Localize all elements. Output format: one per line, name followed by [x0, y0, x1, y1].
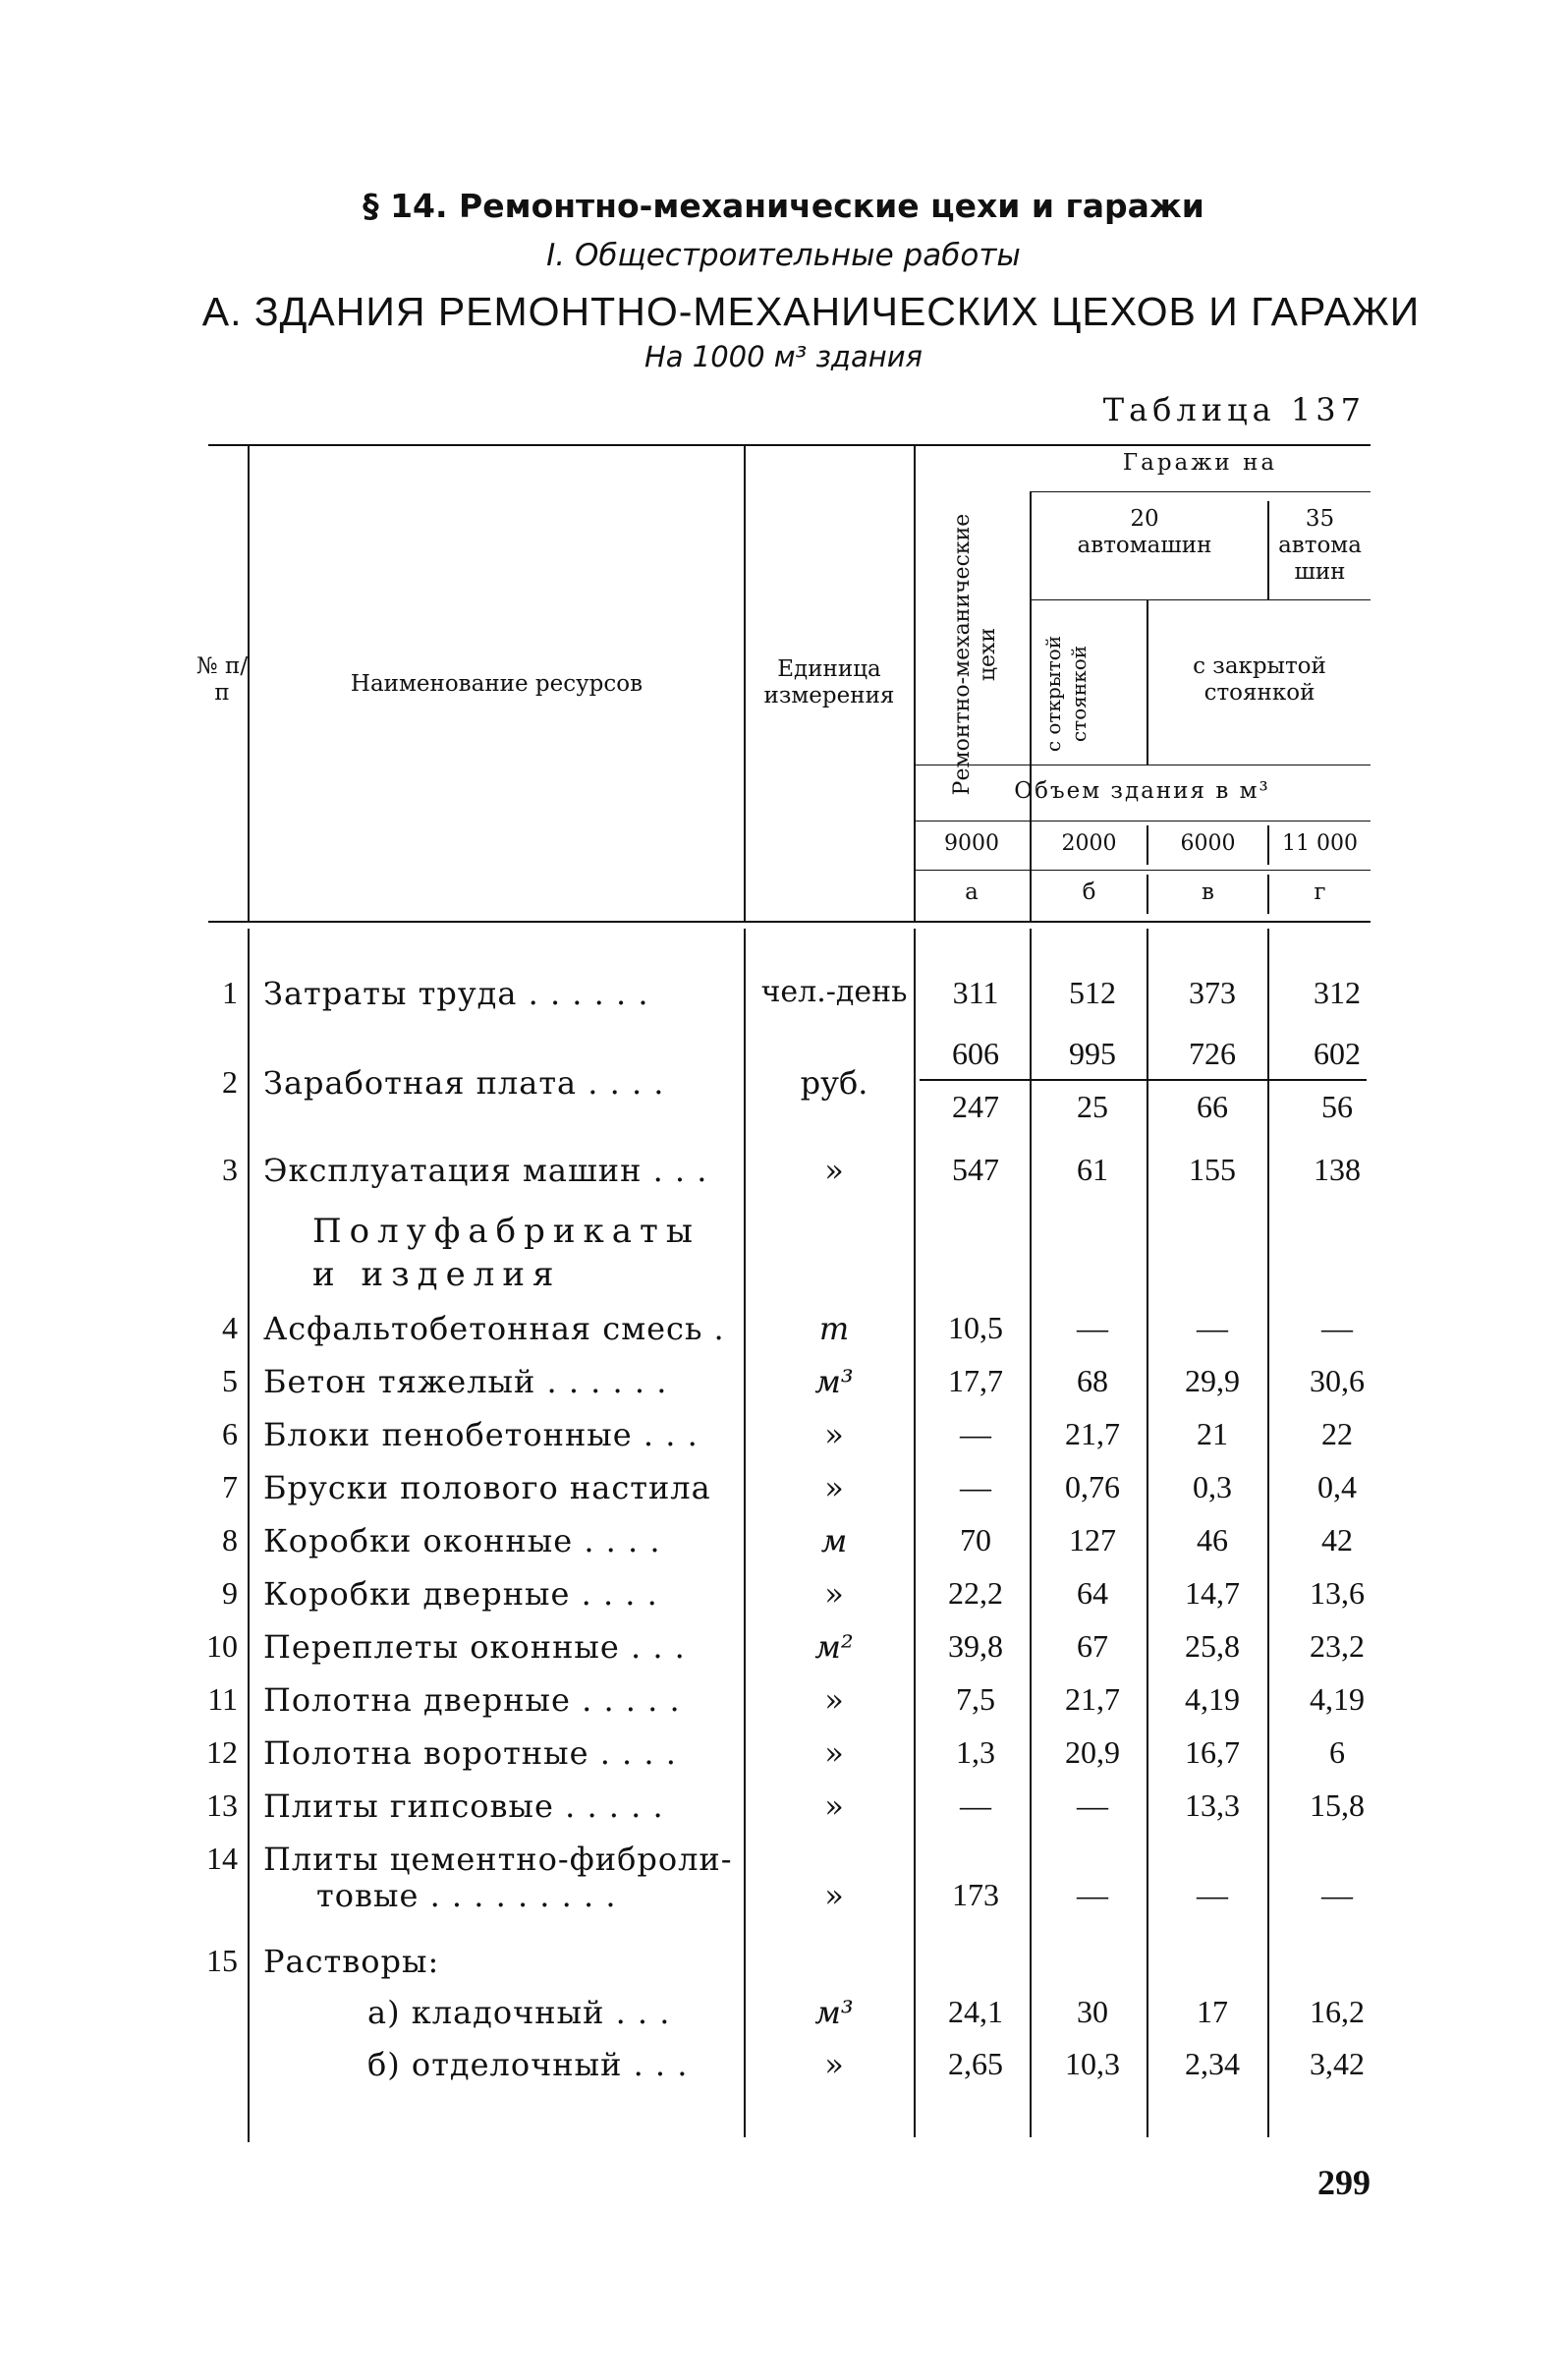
- header-divider: [744, 446, 746, 922]
- value-b: 67: [1077, 1628, 1108, 1664]
- resource-unit: »: [824, 1877, 844, 1914]
- resource-name-line1: Плиты цементно-фиброли-: [263, 1841, 733, 1878]
- value-a: 24,1: [948, 1994, 1003, 2029]
- value-a: —: [960, 1787, 991, 1823]
- resource-unit: м: [820, 1522, 848, 1559]
- value-g: 13,6: [1310, 1575, 1365, 1611]
- row-number: 10: [206, 1628, 238, 1664]
- resource-name: Бруски полового настила: [263, 1469, 711, 1506]
- row-number: 9: [222, 1575, 238, 1611]
- part-title: А. ЗДАНИЯ РЕМОНТНО-МЕХАНИЧЕСКИХ ЦЕХОВ И ГАРАЖИ: [201, 289, 1421, 334]
- resource-name: Асфальтобетонная смесь .: [263, 1310, 725, 1347]
- letter-a: а: [965, 879, 979, 905]
- resource-unit: »: [824, 1416, 844, 1453]
- header-subrule: [1030, 491, 1371, 492]
- value-g: 15,8: [1310, 1787, 1365, 1823]
- value-a: 173: [952, 1877, 999, 1912]
- value-a: 17,7: [948, 1363, 1003, 1398]
- row-number: 7: [222, 1469, 238, 1504]
- header-35-cars: 35 автомашин: [1278, 506, 1362, 585]
- row-number: 11: [207, 1681, 238, 1717]
- volume-v: 6000: [1180, 831, 1236, 856]
- value-v: 2,34: [1185, 2046, 1240, 2081]
- value-a: —: [960, 1416, 991, 1451]
- value-b: 20,9: [1065, 1734, 1120, 1770]
- resource-name: Бетон тяжелый . . . . . .: [263, 1363, 668, 1400]
- header-unit: Единица измерения: [763, 656, 895, 708]
- value-b: 10,3: [1065, 2046, 1120, 2081]
- value-b: 21,7: [1065, 1681, 1120, 1717]
- value-v: —: [1197, 1310, 1228, 1345]
- value-a: 22,2: [948, 1575, 1003, 1611]
- letter-g: г: [1314, 879, 1326, 905]
- resource-name: Переплеты оконные . . .: [263, 1628, 686, 1666]
- value-a: —: [960, 1469, 991, 1504]
- resource-unit: »: [824, 2046, 844, 2083]
- resource-unit: »: [824, 1681, 844, 1719]
- resource-name: Коробки дверные . . . .: [263, 1575, 658, 1613]
- section-label-line2: и изделия: [312, 1255, 562, 1294]
- row-number: 1: [222, 975, 238, 1010]
- volume-b: 2000: [1061, 831, 1117, 856]
- value-a: 247: [952, 1089, 999, 1124]
- table-top-rule: [208, 444, 1371, 446]
- volume-g: 11 000: [1282, 831, 1358, 856]
- resource-name: Эксплуатация машин . . .: [263, 1152, 708, 1189]
- value-v: 66: [1197, 1089, 1228, 1124]
- value-g: 3,42: [1310, 2046, 1365, 2081]
- resource-unit: м³: [814, 1363, 854, 1400]
- value-b: 21,7: [1065, 1416, 1120, 1451]
- resource-unit: »: [824, 1152, 844, 1189]
- table-label: Таблица 137: [1102, 391, 1366, 428]
- value-a: 7,5: [956, 1681, 995, 1717]
- header-num: № п/п: [196, 653, 249, 706]
- value-g: 312: [1314, 975, 1361, 1010]
- header-bottom-rule: [208, 921, 1371, 923]
- letter-b: б: [1082, 879, 1096, 905]
- header-name: Наименование ресурсов: [350, 671, 644, 697]
- value-a: 547: [952, 1152, 999, 1187]
- page-number: 299: [1317, 2163, 1371, 2202]
- value-g: 30,6: [1310, 1363, 1365, 1398]
- resource-name: Плиты гипсовые . . . . .: [263, 1787, 664, 1825]
- value-b: 995: [1069, 1036, 1116, 1071]
- row-number: 8: [222, 1522, 238, 1558]
- value-g: 138: [1314, 1152, 1361, 1187]
- value-a: 606: [952, 1036, 999, 1071]
- header-subrule: [914, 870, 1371, 871]
- resource-unit: »: [824, 1787, 844, 1825]
- row-number: 2: [222, 1064, 238, 1100]
- resource-unit: м³: [814, 1994, 854, 2031]
- section-title: § 14. Ремонтно-механические цехи и гаражи: [363, 187, 1204, 225]
- value-b: 64: [1077, 1575, 1108, 1611]
- letter-v: в: [1202, 879, 1214, 905]
- value-g: 42: [1321, 1522, 1353, 1558]
- resource-name: Полотна воротные . . . .: [263, 1734, 677, 1772]
- resource-name: Растворы:: [263, 1943, 440, 1980]
- value-v: 0,3: [1193, 1469, 1232, 1504]
- value-b: 0,76: [1065, 1469, 1120, 1504]
- row-number: 12: [206, 1734, 238, 1770]
- value-g: —: [1321, 1310, 1353, 1345]
- section-label-line1: Полуфабрикаты: [312, 1212, 700, 1251]
- value-v: 17: [1197, 1994, 1228, 2029]
- resource-name: Затраты труда . . . . . .: [263, 975, 649, 1012]
- row-number: 4: [222, 1310, 238, 1345]
- resource-unit: »: [824, 1575, 844, 1613]
- row-number: 15: [206, 1943, 238, 1978]
- resource-name: б) отделочный . . .: [367, 2046, 689, 2083]
- value-g: —: [1321, 1877, 1353, 1912]
- value-a: 39,8: [948, 1628, 1003, 1664]
- value-g: 6: [1329, 1734, 1345, 1770]
- resource-unit: чел.-день: [760, 975, 908, 1009]
- resource-unit: т: [818, 1310, 850, 1347]
- value-b: 30: [1077, 1994, 1108, 2029]
- header-volume: Объем здания в м³: [1014, 778, 1270, 804]
- header-subrule: [914, 821, 1371, 822]
- resource-name: Полотна дверные . . . . .: [263, 1681, 681, 1719]
- value-g: 0,4: [1317, 1469, 1357, 1504]
- body-divider: [248, 929, 250, 2142]
- value-v: 373: [1189, 975, 1236, 1010]
- resource-name: Блоки пенобетонные . . .: [263, 1416, 699, 1453]
- value-v: 155: [1189, 1152, 1236, 1187]
- row-number: 6: [222, 1416, 238, 1451]
- value-v: 29,9: [1185, 1363, 1240, 1398]
- value-b: —: [1077, 1787, 1108, 1823]
- resource-unit: руб.: [800, 1064, 868, 1102]
- row-number: 3: [222, 1152, 238, 1187]
- value-v: —: [1197, 1877, 1228, 1912]
- value-v: 726: [1189, 1036, 1236, 1071]
- header-open-parking: с открытой стоянкой: [1041, 635, 1091, 753]
- value-b: —: [1077, 1877, 1108, 1912]
- value-v: 4,19: [1185, 1681, 1240, 1717]
- value-b: 127: [1069, 1522, 1116, 1558]
- resource-unit: »: [824, 1734, 844, 1772]
- row-number: 5: [222, 1363, 238, 1398]
- value-a: 2,65: [948, 2046, 1003, 2081]
- value-g: 56: [1321, 1089, 1353, 1124]
- resource-name-line2: товые . . . . . . . . .: [316, 1877, 617, 1914]
- resource-unit: м²: [814, 1628, 854, 1666]
- volume-a: 9000: [944, 831, 999, 856]
- value-v: 16,7: [1185, 1734, 1240, 1770]
- resource-unit: »: [824, 1469, 844, 1506]
- row-number: 13: [206, 1787, 238, 1823]
- value-g: 23,2: [1310, 1628, 1365, 1664]
- per-unit-note: На 1000 м³ здания: [644, 340, 923, 373]
- fraction-rule: [920, 1079, 1367, 1081]
- value-g: 16,2: [1310, 1994, 1365, 2029]
- value-v: 21: [1197, 1416, 1228, 1451]
- value-g: 22: [1321, 1416, 1353, 1451]
- value-g: 602: [1314, 1036, 1361, 1071]
- value-v: 25,8: [1185, 1628, 1240, 1664]
- value-b: 512: [1069, 975, 1116, 1010]
- value-b: 61: [1077, 1152, 1108, 1187]
- value-b: —: [1077, 1310, 1108, 1345]
- header-garages: Гаражи на: [1122, 450, 1278, 476]
- header-20-cars: 20 автомашин: [1077, 506, 1212, 558]
- value-a: 311: [952, 975, 999, 1010]
- header-repair-shops: Ремонтно-механические цехи: [950, 513, 1000, 796]
- value-g: 4,19: [1310, 1681, 1365, 1717]
- value-a: 10,5: [948, 1310, 1003, 1345]
- resource-name: Коробки оконные . . . .: [263, 1522, 661, 1559]
- header-closed-parking: с закрытой стоянкой: [1193, 653, 1326, 706]
- value-v: 13,3: [1185, 1787, 1240, 1823]
- value-v: 14,7: [1185, 1575, 1240, 1611]
- value-a: 70: [960, 1522, 991, 1558]
- row-number: 14: [206, 1841, 238, 1876]
- value-b: 68: [1077, 1363, 1108, 1398]
- subsection-title: I. Общестроительные работы: [546, 238, 1021, 273]
- header-subrule: [1030, 599, 1371, 600]
- value-v: 46: [1197, 1522, 1228, 1558]
- value-a: 1,3: [956, 1734, 995, 1770]
- resource-name: а) кладочный . . .: [367, 1994, 671, 2031]
- value-b: 25: [1077, 1089, 1108, 1124]
- resource-name: Заработная плата . . . .: [263, 1064, 665, 1102]
